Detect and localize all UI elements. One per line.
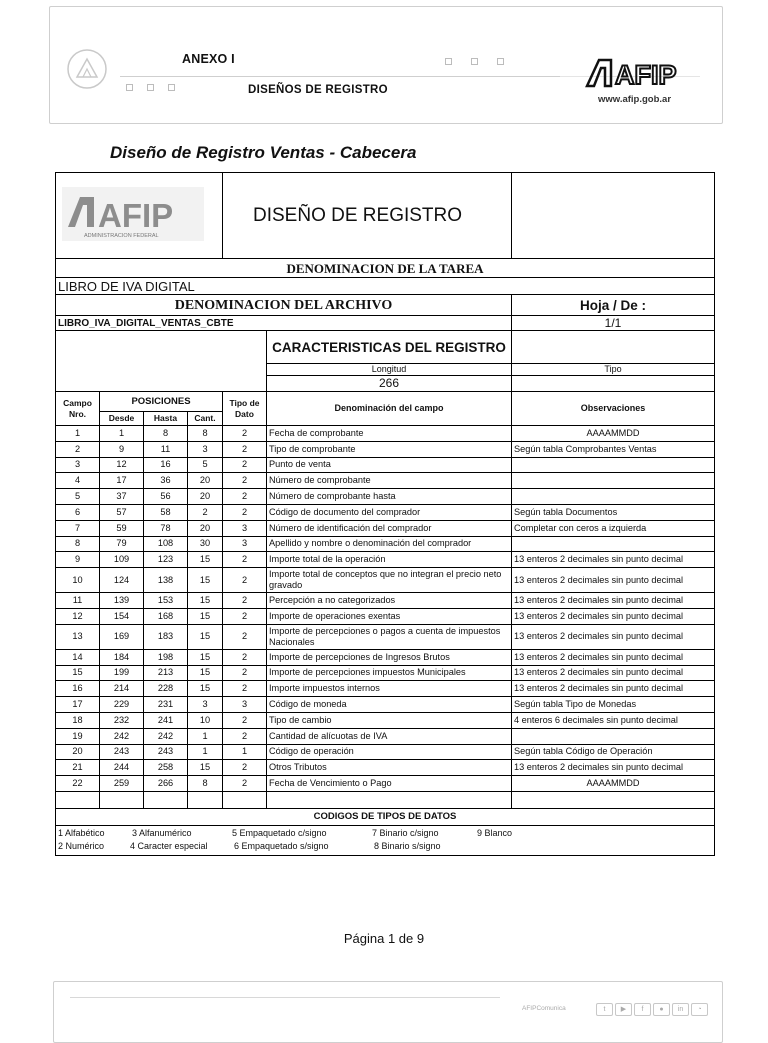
from-cell: 232 bbox=[100, 712, 144, 728]
decor-square bbox=[497, 58, 504, 65]
code-item: 6 Empaquetado s/signo bbox=[234, 841, 329, 852]
field-number-cell: 6 bbox=[56, 504, 100, 520]
codes-legend bbox=[56, 825, 715, 855]
col-header-datatype: Tipo de Dato bbox=[223, 392, 267, 426]
observation-cell: 13 enteros 2 decimales sin punto decimal bbox=[512, 568, 715, 593]
col-header-name: Denominación del campo bbox=[267, 392, 512, 426]
field-number-cell: 17 bbox=[56, 697, 100, 713]
qty-cell: 8 bbox=[188, 426, 223, 442]
col-header-qty: Cant. bbox=[188, 412, 223, 426]
table-row bbox=[56, 568, 715, 593]
record-layout-table bbox=[55, 172, 715, 856]
to-cell: 231 bbox=[144, 697, 188, 713]
field-number-cell: 1 bbox=[56, 426, 100, 442]
empty-cell bbox=[267, 791, 512, 808]
observation-cell: 13 enteros 2 decimales sin punto decimal bbox=[512, 593, 715, 609]
field-number-cell: 10 bbox=[56, 568, 100, 593]
field-name-cell: Punto de venta bbox=[267, 457, 512, 473]
field-number-cell: 11 bbox=[56, 593, 100, 609]
code-item: 8 Binario s/signo bbox=[374, 841, 441, 852]
col-header-observations: Observaciones bbox=[512, 392, 715, 426]
field-number-cell: 2 bbox=[56, 441, 100, 457]
qty-cell: 15 bbox=[188, 608, 223, 624]
field-number-cell: 22 bbox=[56, 776, 100, 792]
sheet-label: Hoja / De : bbox=[512, 295, 715, 316]
datatype-cell: 2 bbox=[223, 760, 267, 776]
datatype-cell: 3 bbox=[223, 536, 267, 552]
qty-cell: 20 bbox=[188, 489, 223, 505]
qty-cell: 20 bbox=[188, 473, 223, 489]
type-label: Tipo bbox=[512, 364, 715, 376]
field-number-cell: 8 bbox=[56, 536, 100, 552]
qty-cell: 15 bbox=[188, 760, 223, 776]
field-name-cell: Código de moneda bbox=[267, 697, 512, 713]
field-name-cell: Importe total de conceptos que no integran el precio neto gravado bbox=[267, 568, 512, 593]
to-cell: 266 bbox=[144, 776, 188, 792]
qty-cell: 5 bbox=[188, 457, 223, 473]
from-cell: 184 bbox=[100, 649, 144, 665]
field-number-cell: 21 bbox=[56, 760, 100, 776]
task-label: DENOMINACION DE LA TAREA bbox=[56, 259, 715, 278]
from-cell: 259 bbox=[100, 776, 144, 792]
afip-table-logo bbox=[58, 183, 208, 245]
field-number-cell: 4 bbox=[56, 473, 100, 489]
datatype-cell: 2 bbox=[223, 712, 267, 728]
from-cell: 1 bbox=[100, 426, 144, 442]
empty-cell bbox=[512, 376, 715, 392]
datatype-cell: 2 bbox=[223, 504, 267, 520]
observation-cell: Según tabla Código de Operación bbox=[512, 744, 715, 760]
to-cell: 8 bbox=[144, 426, 188, 442]
to-cell: 168 bbox=[144, 608, 188, 624]
datatype-cell: 2 bbox=[223, 568, 267, 593]
observation-cell: AAAAMMDD bbox=[512, 776, 715, 792]
observation-cell: 13 enteros 2 decimales sin punto decimal bbox=[512, 649, 715, 665]
table-row bbox=[56, 608, 715, 624]
from-cell: 214 bbox=[100, 681, 144, 697]
decor-square bbox=[471, 58, 478, 65]
to-cell: 183 bbox=[144, 624, 188, 649]
field-name-cell: Apellido y nombre o denominación del comprador bbox=[267, 536, 512, 552]
field-name-cell: Código de documento del comprador bbox=[267, 504, 512, 520]
code-item: 9 Blanco bbox=[477, 828, 513, 839]
twitter-icon[interactable]: t bbox=[596, 1003, 613, 1016]
empty-cell bbox=[512, 173, 715, 259]
to-cell: 213 bbox=[144, 665, 188, 681]
to-cell: 108 bbox=[144, 536, 188, 552]
field-name-cell: Importe de operaciones exentas bbox=[267, 608, 512, 624]
to-cell: 153 bbox=[144, 593, 188, 609]
empty-cell bbox=[188, 791, 223, 808]
codes-label: CODIGOS DE TIPOS DE DATOS bbox=[56, 808, 715, 825]
field-name-cell: Importe de percepciones o pagos a cuenta de impuestos Nacionales bbox=[267, 624, 512, 649]
field-name-cell: Percepción a no categorizados bbox=[267, 593, 512, 609]
qty-cell: 1 bbox=[188, 744, 223, 760]
footer-divider bbox=[70, 997, 500, 998]
observation-cell bbox=[512, 728, 715, 744]
table-row bbox=[56, 624, 715, 649]
afip-logo bbox=[585, 56, 697, 88]
section-label: DISEÑOS DE REGISTRO bbox=[248, 84, 388, 96]
field-number-cell: 14 bbox=[56, 649, 100, 665]
observation-cell: 13 enteros 2 decimales sin punto decimal bbox=[512, 624, 715, 649]
field-number-cell: 20 bbox=[56, 744, 100, 760]
datatype-cell: 2 bbox=[223, 608, 267, 624]
from-cell: 124 bbox=[100, 568, 144, 593]
col-header-field: Campo Nro. bbox=[56, 392, 100, 426]
observation-cell: Según tabla Comprobantes Ventas bbox=[512, 441, 715, 457]
decor-square bbox=[168, 84, 175, 91]
field-number-cell: 19 bbox=[56, 728, 100, 744]
empty-cell bbox=[512, 331, 715, 364]
datatype-cell: 2 bbox=[223, 593, 267, 609]
decor-square bbox=[147, 84, 154, 91]
qty-cell: 1 bbox=[188, 728, 223, 744]
flickr-icon[interactable]: ● bbox=[653, 1003, 670, 1016]
code-item: 2 Numérico bbox=[58, 841, 105, 852]
from-cell: 229 bbox=[100, 697, 144, 713]
col-header-to: Hasta bbox=[144, 412, 188, 426]
to-cell: 243 bbox=[144, 744, 188, 760]
qty-cell: 8 bbox=[188, 776, 223, 792]
table-row bbox=[56, 489, 715, 505]
header-divider bbox=[120, 76, 560, 77]
characteristics-label: CARACTERISTICAS DEL REGISTRO bbox=[267, 331, 512, 364]
facebook-icon[interactable]: f bbox=[634, 1003, 651, 1016]
observation-cell: Según tabla Tipo de Monedas bbox=[512, 697, 715, 713]
design-heading: DISEÑO DE REGISTRO bbox=[223, 173, 512, 259]
table-row bbox=[56, 536, 715, 552]
to-cell: 258 bbox=[144, 760, 188, 776]
from-cell: 242 bbox=[100, 728, 144, 744]
from-cell: 109 bbox=[100, 552, 144, 568]
datatype-cell: 2 bbox=[223, 681, 267, 697]
empty-cell bbox=[512, 791, 715, 808]
col-header-positions: POSICIONES bbox=[100, 392, 223, 412]
datatype-cell: 2 bbox=[223, 441, 267, 457]
table-row bbox=[56, 457, 715, 473]
field-number-cell: 13 bbox=[56, 624, 100, 649]
table-row bbox=[56, 665, 715, 681]
empty-cell bbox=[56, 791, 100, 808]
empty-cell bbox=[100, 791, 144, 808]
datatype-cell: 2 bbox=[223, 776, 267, 792]
afip-logo-subtext: ADMINISTRACION FEDERAL bbox=[84, 233, 159, 239]
observation-cell: 13 enteros 2 decimales sin punto decimal bbox=[512, 681, 715, 697]
afip-table-logo-text: AFIP bbox=[98, 197, 174, 234]
from-cell: 139 bbox=[100, 593, 144, 609]
field-name-cell: Importe de percepciones impuestos Municipales bbox=[267, 665, 512, 681]
table-row bbox=[56, 760, 715, 776]
to-cell: 138 bbox=[144, 568, 188, 593]
field-number-cell: 5 bbox=[56, 489, 100, 505]
datatype-cell: 2 bbox=[223, 624, 267, 649]
field-name-cell: Importe de percepciones de Ingresos Brutos bbox=[267, 649, 512, 665]
logo-cell bbox=[56, 173, 223, 259]
table-row bbox=[56, 426, 715, 442]
observation-cell: 13 enteros 2 decimales sin punto decimal bbox=[512, 760, 715, 776]
length-label: Longitud bbox=[267, 364, 512, 376]
from-cell: 57 bbox=[100, 504, 144, 520]
qty-cell: 15 bbox=[188, 649, 223, 665]
code-item: 4 Caracter especial bbox=[130, 841, 208, 852]
datatype-cell: 3 bbox=[223, 697, 267, 713]
table-row bbox=[56, 776, 715, 792]
rss-icon[interactable]: ◔ bbox=[691, 1003, 708, 1016]
website-url: www.afip.gob.ar bbox=[598, 94, 672, 105]
sheet-value: 1/1 bbox=[512, 316, 715, 331]
qty-cell: 3 bbox=[188, 441, 223, 457]
field-number-cell: 7 bbox=[56, 520, 100, 536]
table-row bbox=[56, 504, 715, 520]
observation-cell: 13 enteros 2 decimales sin punto decimal bbox=[512, 665, 715, 681]
qty-cell: 30 bbox=[188, 536, 223, 552]
observation-cell: 13 enteros 2 decimales sin punto decimal bbox=[512, 552, 715, 568]
to-cell: 16 bbox=[144, 457, 188, 473]
from-cell: 79 bbox=[100, 536, 144, 552]
to-cell: 123 bbox=[144, 552, 188, 568]
to-cell: 78 bbox=[144, 520, 188, 536]
to-cell: 198 bbox=[144, 649, 188, 665]
field-name-cell: Otros Tributos bbox=[267, 760, 512, 776]
datatype-cell: 2 bbox=[223, 552, 267, 568]
datatype-cell: 2 bbox=[223, 728, 267, 744]
qty-cell: 3 bbox=[188, 697, 223, 713]
qty-cell: 15 bbox=[188, 665, 223, 681]
qty-cell: 2 bbox=[188, 504, 223, 520]
from-cell: 9 bbox=[100, 441, 144, 457]
qty-cell: 15 bbox=[188, 568, 223, 593]
observation-cell: 13 enteros 2 decimales sin punto decimal bbox=[512, 608, 715, 624]
table-row bbox=[56, 712, 715, 728]
qty-cell: 20 bbox=[188, 520, 223, 536]
observation-cell: 4 enteros 6 decimales sin punto decimal bbox=[512, 712, 715, 728]
field-number-cell: 12 bbox=[56, 608, 100, 624]
empty-cell bbox=[223, 791, 267, 808]
to-cell: 58 bbox=[144, 504, 188, 520]
field-number-cell: 15 bbox=[56, 665, 100, 681]
col-header-from: Desde bbox=[100, 412, 144, 426]
field-number-cell: 3 bbox=[56, 457, 100, 473]
field-number-cell: 9 bbox=[56, 552, 100, 568]
from-cell: 199 bbox=[100, 665, 144, 681]
field-number-cell: 18 bbox=[56, 712, 100, 728]
table-row bbox=[56, 441, 715, 457]
field-name-cell: Importe total de la operación bbox=[267, 552, 512, 568]
from-cell: 154 bbox=[100, 608, 144, 624]
observation-cell: Según tabla Documentos bbox=[512, 504, 715, 520]
to-cell: 56 bbox=[144, 489, 188, 505]
qty-cell: 10 bbox=[188, 712, 223, 728]
datatype-cell: 3 bbox=[223, 520, 267, 536]
table-row bbox=[56, 681, 715, 697]
datatype-cell: 1 bbox=[223, 744, 267, 760]
table-row bbox=[56, 649, 715, 665]
from-cell: 59 bbox=[100, 520, 144, 536]
decor-square bbox=[445, 58, 452, 65]
table-row bbox=[56, 744, 715, 760]
to-cell: 36 bbox=[144, 473, 188, 489]
decor-square bbox=[126, 84, 133, 91]
length-value: 266 bbox=[267, 376, 512, 392]
codes-line-1 bbox=[58, 827, 712, 840]
observation-cell: Completar con ceros a izquierda bbox=[512, 520, 715, 536]
table-row bbox=[56, 593, 715, 609]
field-name-cell: Tipo de cambio bbox=[267, 712, 512, 728]
observation-cell: AAAAMMDD bbox=[512, 426, 715, 442]
social-label: AFIPComunica bbox=[522, 1005, 566, 1012]
from-cell: 243 bbox=[100, 744, 144, 760]
to-cell: 11 bbox=[144, 441, 188, 457]
field-name-cell: Código de operación bbox=[267, 744, 512, 760]
to-cell: 241 bbox=[144, 712, 188, 728]
linkedin-icon[interactable]: in bbox=[672, 1003, 689, 1016]
datatype-cell: 2 bbox=[223, 489, 267, 505]
table-row bbox=[56, 473, 715, 489]
datatype-cell: 2 bbox=[223, 665, 267, 681]
datatype-cell: 2 bbox=[223, 649, 267, 665]
observation-cell bbox=[512, 489, 715, 505]
field-name-cell: Número de identificación del comprador bbox=[267, 520, 512, 536]
from-cell: 37 bbox=[100, 489, 144, 505]
observation-cell bbox=[512, 536, 715, 552]
field-name-cell: Cantidad de alícuotas de IVA bbox=[267, 728, 512, 744]
from-cell: 12 bbox=[100, 457, 144, 473]
datatype-cell: 2 bbox=[223, 426, 267, 442]
code-item: 5 Empaquetado c/signo bbox=[232, 828, 327, 839]
qty-cell: 15 bbox=[188, 552, 223, 568]
empty-cell bbox=[144, 791, 188, 808]
field-name-cell: Número de comprobante hasta bbox=[267, 489, 512, 505]
afip-logo-text: AFIP bbox=[615, 60, 677, 88]
field-name-cell: Tipo de comprobante bbox=[267, 441, 512, 457]
annex-label: ANEXO I bbox=[182, 52, 235, 66]
page-number: Página 1 de 9 bbox=[343, 931, 425, 946]
to-cell: 228 bbox=[144, 681, 188, 697]
observation-cell bbox=[512, 457, 715, 473]
qty-cell: 15 bbox=[188, 681, 223, 697]
table-row bbox=[56, 520, 715, 536]
file-label: DENOMINACION DEL ARCHIVO bbox=[56, 295, 512, 316]
task-value: LIBRO DE IVA DIGITAL bbox=[56, 278, 715, 295]
document-title: Diseño de Registro Ventas - Cabecera bbox=[110, 143, 417, 162]
from-cell: 244 bbox=[100, 760, 144, 776]
code-item: 1 Alfabético bbox=[58, 828, 105, 839]
from-cell: 17 bbox=[100, 473, 144, 489]
table-row bbox=[56, 552, 715, 568]
code-item: 3 Alfanumérico bbox=[132, 828, 192, 839]
observation-cell bbox=[512, 473, 715, 489]
field-name-cell: Fecha de Vencimiento o Pago bbox=[267, 776, 512, 792]
qty-cell: 15 bbox=[188, 624, 223, 649]
table-row bbox=[56, 697, 715, 713]
field-number-cell: 16 bbox=[56, 681, 100, 697]
youtube-icon[interactable]: ▶ bbox=[615, 1003, 632, 1016]
afip-emblem-icon bbox=[66, 48, 108, 90]
codes-line-2 bbox=[58, 840, 712, 853]
qty-cell: 15 bbox=[188, 593, 223, 609]
empty-cell bbox=[56, 331, 267, 392]
field-name-cell: Fecha de comprobante bbox=[267, 426, 512, 442]
datatype-cell: 2 bbox=[223, 457, 267, 473]
table-row bbox=[56, 728, 715, 744]
file-value: LIBRO_IVA_DIGITAL_VENTAS_CBTE bbox=[56, 316, 512, 331]
from-cell: 169 bbox=[100, 624, 144, 649]
code-item: 7 Binario c/signo bbox=[372, 828, 439, 839]
field-name-cell: Importe impuestos internos bbox=[267, 681, 512, 697]
field-name-cell: Número de comprobante bbox=[267, 473, 512, 489]
datatype-cell: 2 bbox=[223, 473, 267, 489]
to-cell: 242 bbox=[144, 728, 188, 744]
